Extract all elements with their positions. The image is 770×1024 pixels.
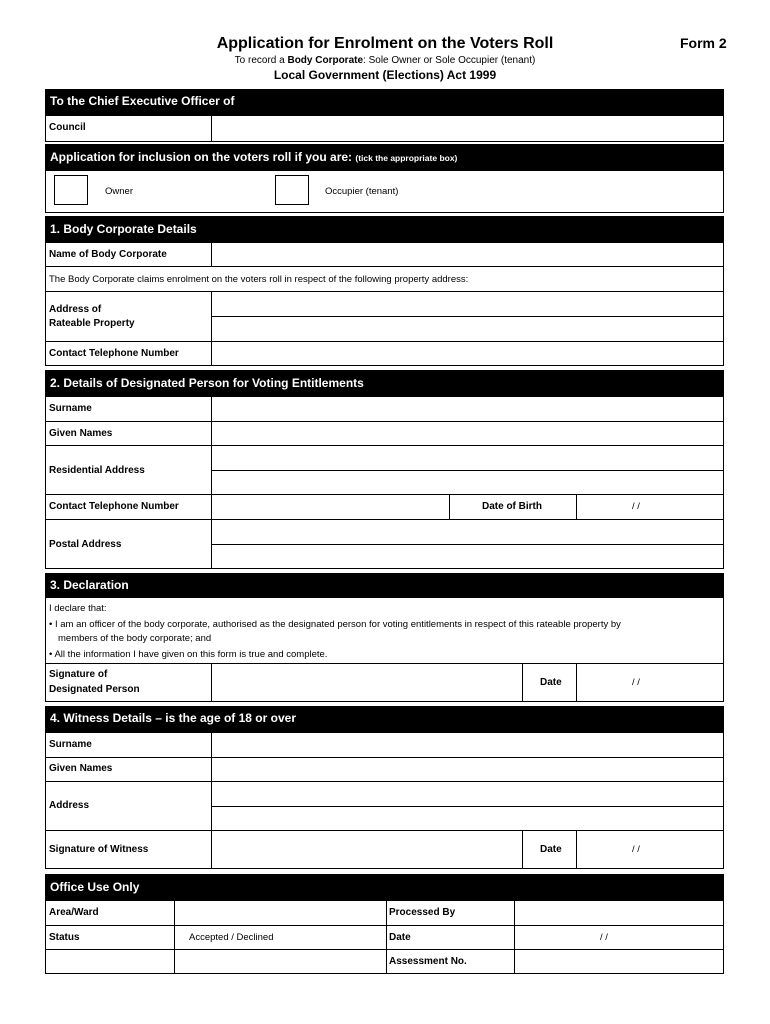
witness-address-field-2[interactable]: [212, 807, 723, 830]
dob-field[interactable]: / /: [632, 501, 640, 512]
witness-surname-field[interactable]: [212, 733, 723, 756]
form-subtitle: To record a Body Corporate: Sole Owner or Sole Occupier (tenant): [234, 55, 536, 66]
residential-address-field-2[interactable]: [212, 471, 723, 494]
witness-surname-label: Surname: [49, 739, 92, 750]
witness-signature-field[interactable]: [212, 831, 522, 868]
declaration-bullet-2: • All the information I have given on this form is true and complete.: [49, 649, 328, 660]
occupier-checkbox[interactable]: [275, 175, 309, 205]
body-phone-label: Contact Telephone Number: [49, 348, 179, 359]
witness-address-field-1[interactable]: [212, 782, 723, 806]
status-label: Status: [49, 932, 80, 943]
divider: [576, 830, 577, 869]
declaration-date-label: Date: [540, 677, 562, 688]
divider: [522, 830, 523, 869]
given-names-label: Given Names: [49, 428, 113, 439]
address-field-2[interactable]: [212, 317, 723, 341]
divider: [449, 494, 450, 519]
person-phone-field[interactable]: [212, 495, 449, 518]
divider: [45, 949, 724, 950]
occupier-label: Occupier (tenant): [325, 186, 399, 197]
section1-header: 1. Body Corporate Details: [45, 216, 724, 243]
residential-address-field-1[interactable]: [212, 446, 723, 470]
council-label: Council: [49, 122, 86, 133]
office-header: Office Use Only: [45, 874, 724, 901]
form-act: Local Government (Elections) Act 1999: [273, 68, 497, 82]
postal-address-field-2[interactable]: [212, 545, 723, 568]
owner-label: Owner: [105, 186, 133, 197]
witness-date-field[interactable]: / /: [632, 844, 640, 855]
council-field[interactable]: [212, 116, 723, 141]
declaration-intro: I declare that:: [49, 603, 107, 614]
address-label: Address of: [49, 304, 102, 315]
witness-given-field[interactable]: [212, 758, 723, 781]
residential-address-label: Residential Address: [49, 465, 145, 476]
form-title: Application for Enrolment on the Voters Roll: [216, 35, 554, 52]
declaration-bullet-1-cont: members of the body corporate; and: [58, 633, 212, 644]
divider: [45, 266, 724, 267]
ceo-header: To the Chief Executive Officer of: [45, 89, 724, 116]
divider: [576, 494, 577, 519]
surname-label: Surname: [49, 403, 92, 414]
witness-address-label: Address: [49, 800, 90, 811]
postal-address-field-1[interactable]: [212, 520, 723, 544]
status-options[interactable]: Accepted / Declined: [189, 932, 274, 943]
given-names-field[interactable]: [212, 422, 723, 445]
person-phone-label: Contact Telephone Number: [49, 501, 179, 512]
assessment-label: Assessment No.: [389, 956, 467, 967]
divider: [522, 663, 523, 702]
address-field-1[interactable]: [212, 292, 723, 316]
designated-signature-field[interactable]: [212, 664, 522, 701]
declaration-date-field[interactable]: / /: [632, 677, 640, 688]
owner-checkbox[interactable]: [54, 175, 88, 205]
divider: [174, 900, 175, 974]
area-ward-label: Area/Ward: [49, 907, 99, 918]
body-name-field[interactable]: [212, 243, 723, 266]
office-date-field[interactable]: / /: [600, 932, 608, 943]
address-label-2: Rateable Property: [49, 318, 135, 329]
witness-signature-label: Signature of Witness: [49, 844, 149, 855]
witness-given-label: Given Names: [49, 763, 113, 774]
surname-field[interactable]: [212, 397, 723, 420]
divider: [386, 900, 387, 974]
office-date-label: Date: [389, 932, 411, 943]
processed-by-label: Processed By: [389, 907, 456, 918]
signature-label: Signature of: [49, 669, 108, 680]
dob-label: Date of Birth: [482, 501, 542, 512]
divider: [576, 663, 577, 702]
section2-header: 2. Details of Designated Person for Voting Entitlements: [45, 370, 724, 397]
section4-header: 4. Witness Details – is the age of 18 or over: [45, 706, 724, 733]
section3-header: 3. Declaration: [45, 573, 724, 598]
body-name-label: Name of Body Corporate: [49, 249, 167, 260]
form-number: Form 2: [680, 35, 727, 51]
claim-text: The Body Corporate claims enrolment on the voters roll in respect of the following property address:: [49, 274, 469, 285]
inclusion-header: Application for inclusion on the voters roll if you are: (tick the appropriate box): [45, 144, 724, 171]
declaration-bullet-1: • I am an officer of the body corporate, authorised as the designated person for voting entitlements in respect of this rateable property by: [49, 619, 621, 630]
office-box: [45, 900, 724, 974]
witness-date-label: Date: [540, 844, 562, 855]
postal-address-label: Postal Address: [49, 539, 122, 550]
signature-label-2: Designated Person: [49, 684, 140, 695]
body-phone-field[interactable]: [212, 342, 723, 365]
divider: [514, 900, 515, 974]
divider: [45, 925, 724, 926]
